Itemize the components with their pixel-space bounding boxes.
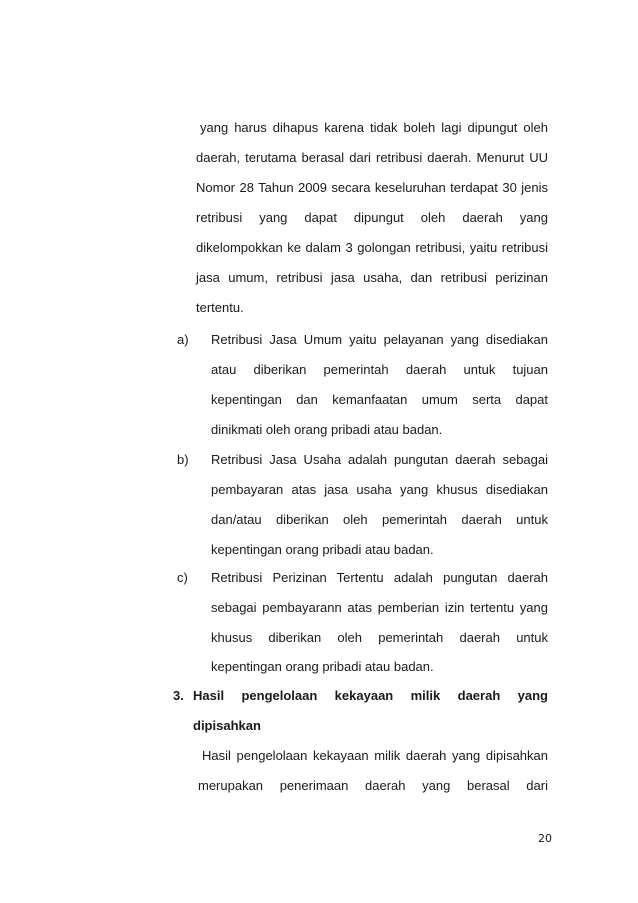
list-marker: b) [177,452,189,467]
text-line: retribusi yang dapat dipungut oleh daerah yang [196,210,548,225]
text-line: Nomor 28 Tahun 2009 secara keseluruhan terdapat 30 jenis [196,180,548,195]
text-line: dikelompokkan ke dalam 3 golongan retribusi, yaitu retribusi [196,240,548,255]
text-line: Retribusi Jasa Umum yaitu pelayanan yang disediakan [211,332,548,347]
text-line: Hasil pengelolaan kekayaan milik daerah yang dipisahkan [202,748,548,763]
text-line: tertentu. [196,300,244,315]
text-line: khusus diberikan oleh pemerintah daerah untuk [211,630,548,645]
page-number: 20 [538,832,552,845]
heading-line: dipisahkan [193,718,261,733]
text-line: sebagai pembayarann atas pemberian izin tertentu yang [211,600,548,615]
text-line: kepentingan dan kemanfaatan umum serta dapat [211,392,548,407]
text-line: dinikmati oleh orang pribadi atau badan. [211,422,443,437]
list-marker: a) [177,332,189,347]
text-line: jasa umum, retribusi jasa usaha, dan retribusi perizinan [196,270,548,285]
text-line: merupakan penerimaan daerah yang berasal dari [198,778,548,793]
heading-line: Hasil pengelolaan kekayaan milik daerah yang [193,688,548,703]
text-line: yang harus dihapus karena tidak boleh lagi dipungut oleh [200,120,548,135]
text-line: pembayaran atas jasa usaha yang khusus disediakan [211,482,548,497]
text-line: Retribusi Perizinan Tertentu adalah pungutan daerah [211,570,548,585]
text-line: Retribusi Jasa Usaha adalah pungutan daerah sebagai [211,452,548,467]
text-line: daerah, terutama berasal dari retribusi daerah. Menurut UU [196,150,548,165]
text-line: kepentingan orang pribadi atau badan. [211,659,434,674]
list-marker: c) [177,570,188,585]
text-line: kepentingan orang pribadi atau badan. [211,542,434,557]
section-number: 3. [173,688,184,703]
text-line: atau diberikan pemerintah daerah untuk tujuan [211,362,548,377]
text-line: dan/atau diberikan oleh pemerintah daerah untuk [211,512,548,527]
